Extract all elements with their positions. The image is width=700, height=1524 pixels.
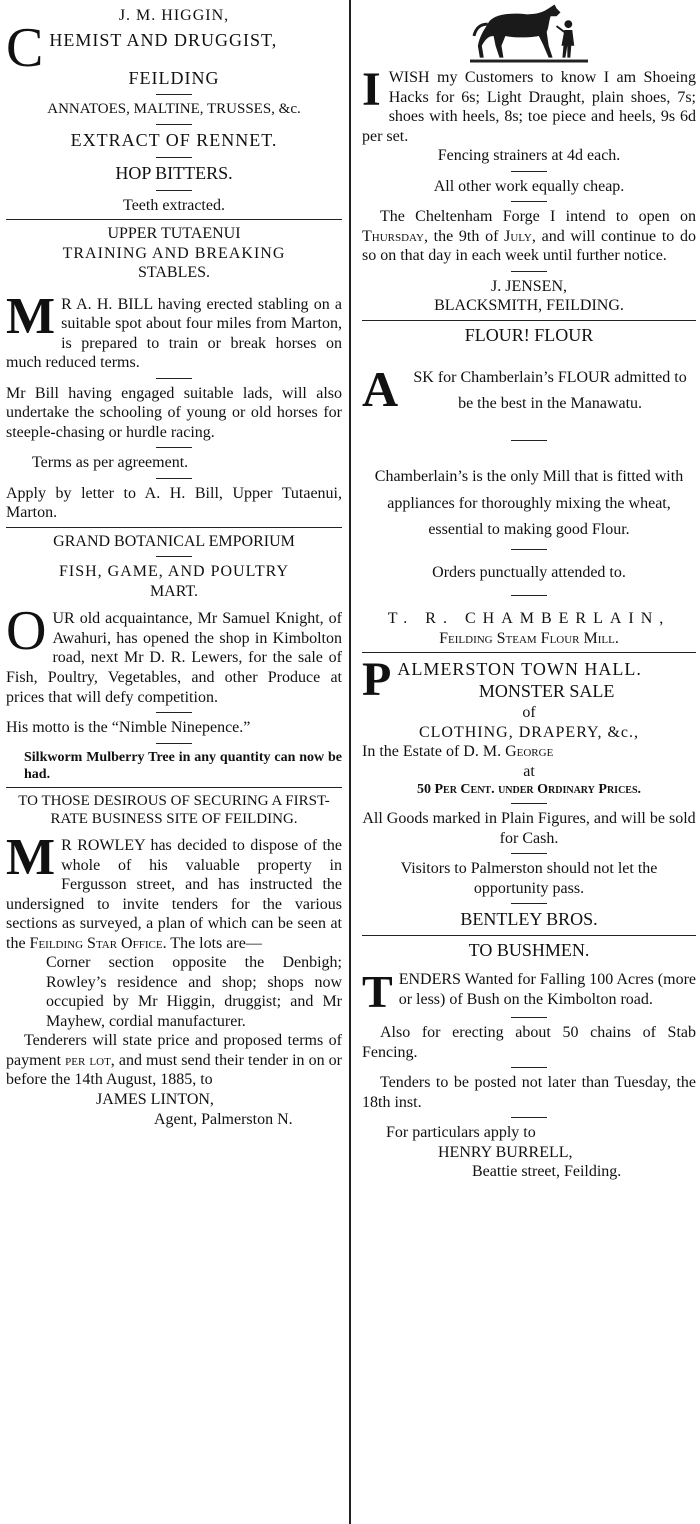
dash-divider (156, 94, 192, 95)
higgin-town: FEILDING (128, 67, 220, 88)
emporium-heading-1: GRAND BOTANICAL EMPORIUM (53, 532, 295, 550)
rowley-text-a: R ROWLEY has decided to dispose of the whole of his valuable property in Fergusson street, and has instructed the undersigned to invite tenders for the various sections as surveyed, a plan of which can be seen at the (6, 837, 342, 952)
higgin-advert (6, 6, 342, 215)
rowley-text-c: Tenderers will state price and proposed terms of payment (6, 1032, 342, 1069)
hall-paragraph-2: Visitors to Palmerston should not let the opportunity pass. (400, 860, 658, 897)
rowley-paragraph-1 (6, 836, 342, 953)
emporium-heading-3: MART. (149, 582, 199, 600)
dash-divider (511, 1117, 547, 1118)
tutaenui-heading-3: STABLES. (137, 264, 211, 282)
jensen-forge-c: and will continue to do so on that day in each week until further notice. (362, 227, 696, 265)
rowley-text-d: and must send their tender in on or before the 14th August, 1885, to (6, 1051, 343, 1089)
dash-divider (511, 903, 547, 904)
emporium-heading-2: FISH, GAME, AND POULTRY (59, 563, 289, 581)
hall-line-4 (362, 742, 696, 762)
hall-line-3: CLOTHING, DRAPERY, &c., (418, 723, 640, 741)
emporium-motto: His motto is the “Nimble Ninepence.” (6, 719, 251, 737)
dash-divider (511, 595, 547, 596)
dash-divider (511, 171, 547, 172)
flour-signature-1: T. R. CHAMBERLAIN, (387, 610, 671, 628)
flour-orders: Orders punctually attended to. (432, 563, 626, 581)
dash-divider (511, 440, 547, 441)
rowley-text-b: The lots are— (166, 934, 262, 952)
hall-george: George (505, 743, 554, 761)
hall-line-2: of (522, 704, 536, 722)
drop-cap: O (6, 609, 47, 663)
right-column (352, 0, 700, 1524)
higgin-title-text: HEMIST AND DRUGGIST, (49, 29, 278, 50)
dash-divider (511, 1067, 547, 1068)
rowley-office: Feilding Star Office. (29, 934, 167, 952)
dash-divider (511, 1017, 547, 1018)
dash-divider (156, 190, 192, 191)
drop-cap: C (6, 25, 44, 68)
dash-divider (156, 447, 192, 448)
bushmen-signature-2: Beattie street, Feilding. (472, 1163, 622, 1181)
rowley-signature-2: Agent, Palmerston N. (154, 1110, 293, 1128)
dash-divider (511, 271, 547, 272)
higgin-title (6, 26, 342, 68)
section-rule (362, 935, 696, 936)
hall-line-6: 50 Per Cent. under Ordinary Prices. (416, 782, 642, 798)
rowley-heading: TO THOSE DESIROUS OF SECURING A FIRST-RATE BUSINESS SITE OF FEILDING. (18, 792, 330, 827)
section-rule (6, 527, 342, 528)
hall-line-1: MONSTER SALE (478, 681, 615, 702)
jensen-paragraph-1: WISH my Customers to know I am Shoeing Hacks for 6s; Light Draught, plain shoes, 7s; shoes with heels, 8s; toe piece and heels, 9s 6d per set. (362, 69, 696, 145)
higgin-rennet: EXTRACT OF RENNET. (70, 129, 278, 150)
dash-divider (156, 743, 192, 744)
dash-divider (156, 157, 192, 158)
jensen-month: July, (504, 227, 536, 245)
dash-divider (156, 478, 192, 479)
dash-divider (156, 712, 192, 713)
rowley-lots: Corner section opposite the Denbigh; Rowley’s residence and shop; shops now occupied by Mr Higgin, druggist; and Mr Mayhew, cordial manufacturer. (46, 954, 342, 1030)
flour-signature-2: Feilding Steam Flour Mill. (439, 629, 619, 647)
higgin-teeth: Teeth extracted. (123, 196, 225, 214)
drop-cap: M (6, 294, 56, 345)
hall-signature: BENTLEY BROS. (460, 909, 598, 930)
horse-illustration-icon (470, 2, 588, 64)
rowley-per-lot: per lot, (65, 1051, 115, 1069)
dash-divider (156, 378, 192, 379)
bushmen-advert (362, 940, 696, 1182)
dash-divider (156, 124, 192, 125)
jensen-advert (362, 68, 696, 316)
rowley-paragraph-2 (6, 1031, 342, 1090)
section-rule (362, 320, 696, 321)
jensen-signature-1: J. JENSEN, (490, 277, 567, 295)
dash-divider (511, 201, 547, 202)
bushmen-paragraph-2: Also for erecting about 50 chains of Stab Fencing. (362, 1024, 696, 1061)
hall-heading: ALMERSTON TOWN HALL. (397, 659, 642, 680)
higgin-name: J. M. HIGGIN, (118, 7, 230, 24)
drop-cap: P (362, 657, 392, 704)
drop-cap: M (6, 836, 56, 887)
section-rule (6, 219, 342, 220)
dash-divider (511, 803, 547, 804)
dash-divider (511, 549, 547, 550)
jensen-signature-2: BLACKSMITH, FEILDING. (434, 297, 624, 315)
tutaenui-paragraph-1: R A. H. BILL having erected stabling on a suitable spot about four miles from Marton, is prepared to train or break horses on much reduced terms. (6, 295, 342, 372)
section-rule (362, 652, 696, 653)
drop-cap: T (362, 970, 393, 1013)
dash-divider (156, 556, 192, 557)
rowley-advert (6, 792, 342, 1129)
jensen-cheap: All other work equally cheap. (433, 177, 625, 195)
jensen-forge-a: The Cheltenham Forge I intend to open on (380, 208, 696, 226)
dash-divider (511, 853, 547, 854)
tutaenui-apply: Apply by letter to A. H. Bill, Upper Tutaenui, Marton. (6, 484, 342, 522)
higgin-items: ANNATOES, MALTINE, TRUSSES, &c. (47, 101, 301, 118)
drop-cap: A (362, 364, 399, 417)
emporium-mulberry: Silkworm Mulberry Tree in any quantity can now be had. (24, 749, 342, 782)
rowley-signature-1: JAMES LINTON, (96, 1090, 214, 1108)
hall-line-5: at (523, 762, 535, 780)
tutaenui-heading-1: UPPER TUTAENUI (107, 225, 241, 243)
hall-estate: In the Estate of D. M. (362, 743, 506, 761)
tutaenui-heading-2: TRAINING AND BREAKING (62, 244, 286, 262)
tutaenui-paragraph-2: Mr Bill having engaged suitable lads, will also undertake the schooling of young or old horses for steeple-chasing or hurdle racing. (6, 384, 342, 441)
jensen-forge-b: the 9th of (427, 227, 505, 245)
flour-advert (362, 325, 696, 648)
jensen-forge (362, 207, 696, 266)
hall-advert (362, 657, 696, 931)
emporium-advert (6, 532, 342, 783)
section-rule (6, 787, 342, 788)
flour-paragraph-2: Chamberlain’s is the only Mill that is fitted with appliances for thoroughly mixing the wheat, essential to making good Flour. (374, 468, 684, 539)
tutaenui-terms: Terms as per agreement. (32, 454, 189, 472)
bushmen-paragraph-3: Tenders to be posted not later than Tuesday, the 18th inst. (362, 1074, 696, 1111)
emporium-paragraph-1: UR old acquaintance, Mr Samuel Knight, of Awahuri, has opened the shop in Kimbolton road, next Mr D. R. Lewers, for the sale of Fish, Poultry, Vegetables, and other Produce at prices that will defy competition. (6, 610, 342, 706)
flour-heading: FLOUR! FLOUR (464, 324, 594, 345)
drop-cap: I (362, 68, 381, 116)
bushmen-paragraph-1: ENDERS Wanted for Falling 100 Acres (more or less) of Bush on the Kimbolton road. (398, 971, 696, 1008)
jensen-day: Thursday, (362, 227, 428, 245)
hall-paragraph-1: All Goods marked in Plain Figures, and will be sold for Cash. (362, 810, 696, 847)
bushmen-signature-1: HENRY BURRELL, (438, 1143, 573, 1161)
flour-paragraph-1: SK for Chamberlain’s FLOUR admitted to be the best in the Manawatu. (413, 368, 687, 413)
jensen-strainers: Fencing strainers at 4d each. (437, 147, 621, 165)
tutaenui-advert (6, 224, 342, 523)
bushmen-paragraph-4: For particulars apply to (386, 1124, 536, 1142)
bushmen-heading: TO BUSHMEN. (468, 940, 590, 961)
higgin-bitters: HOP BITTERS. (115, 162, 233, 183)
